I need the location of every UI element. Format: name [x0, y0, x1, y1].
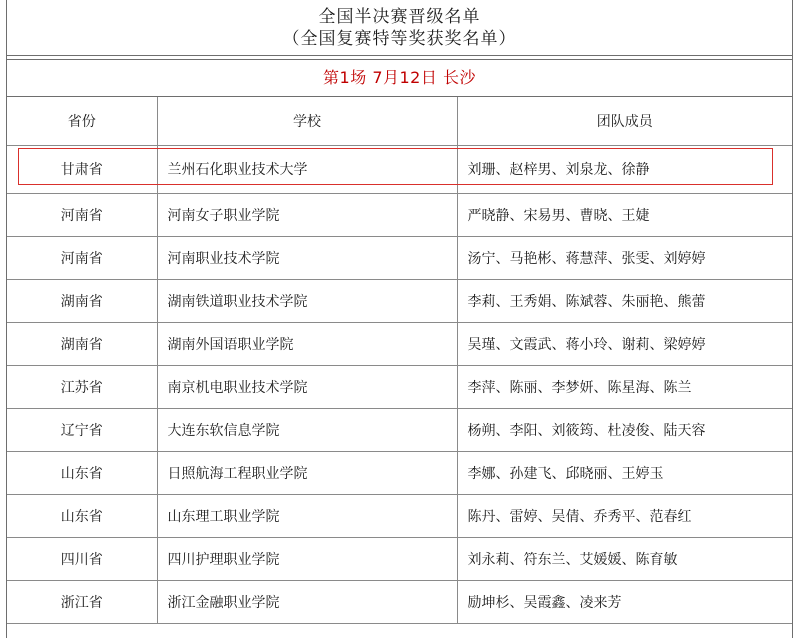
- table-header-row: [7, 97, 792, 145]
- cell-school: 河南职业技术学院: [157, 236, 457, 279]
- cell-school: 浙江金融职业学院: [157, 580, 457, 623]
- document-title: 全国半决赛晋级名单: [318, 7, 481, 27]
- cell-members: 李莉、王秀娟、陈斌蓉、朱丽艳、熊蕾: [457, 279, 792, 322]
- table-row: [7, 193, 792, 236]
- cell-school: 河南女子职业学院: [157, 193, 457, 236]
- cell-members: 陈丹、雷婷、吴倩、乔秀平、范春红: [457, 494, 792, 537]
- table-row: [7, 451, 792, 494]
- cell-school: 日照航海工程职业学院: [157, 451, 457, 494]
- cell-members: 吴瑾、文霞武、蒋小玲、谢莉、梁婷婷: [457, 322, 792, 365]
- header-school: 学校: [157, 97, 457, 145]
- header-members: 团队成员: [457, 97, 792, 145]
- document-sheet: [6, 0, 793, 638]
- table-row: [7, 145, 792, 193]
- document-subtitle: （全国复赛特等奖获奖名单）: [282, 29, 517, 49]
- title-block: [7, 0, 792, 56]
- table-row: [7, 279, 792, 322]
- cell-province: 湖南省: [7, 279, 157, 322]
- cell-province: 浙江省: [7, 580, 157, 623]
- table-row: [7, 322, 792, 365]
- cell-school: 湖南外国语职业学院: [157, 322, 457, 365]
- cell-province: 甘肃省: [7, 145, 157, 193]
- table-row: [7, 537, 792, 580]
- cell-province: 四川省: [7, 537, 157, 580]
- table-row: [7, 236, 792, 279]
- cell-province: 河南省: [7, 236, 157, 279]
- table-row: [7, 365, 792, 408]
- cell-members: 杨朔、李阳、刘筱筠、杜凌俊、陆天容: [457, 408, 792, 451]
- cell-school: 山东理工职业学院: [157, 494, 457, 537]
- cell-school: 湖南铁道职业技术学院: [157, 279, 457, 322]
- cell-members: 刘永莉、符东兰、艾媛媛、陈育敏: [457, 537, 792, 580]
- table-row: [7, 408, 792, 451]
- table-row: [7, 580, 792, 623]
- cell-province: 山东省: [7, 494, 157, 537]
- cell-province: 河南省: [7, 193, 157, 236]
- cell-members: 刘珊、赵梓男、刘泉龙、徐静: [457, 145, 792, 193]
- cell-members: 励坤杉、吴霞鑫、凌来芳: [457, 580, 792, 623]
- header-province: 省份: [7, 97, 157, 145]
- cell-province: 辽宁省: [7, 408, 157, 451]
- cell-province: 湖南省: [7, 322, 157, 365]
- cell-members: 李萍、陈丽、李梦妍、陈星海、陈兰: [457, 365, 792, 408]
- cell-province: 江苏省: [7, 365, 157, 408]
- cell-school: 南京机电职业技术学院: [157, 365, 457, 408]
- roster-table: [7, 97, 792, 624]
- cell-school: 大连东软信息学院: [157, 408, 457, 451]
- table-row: [7, 494, 792, 537]
- cell-members: 严晓静、宋易男、曹晓、王婕: [457, 193, 792, 236]
- cell-province: 山东省: [7, 451, 157, 494]
- cell-members: 汤宁、马艳彬、蒋慧萍、张雯、刘婷婷: [457, 236, 792, 279]
- cell-school: 四川护理职业学院: [157, 537, 457, 580]
- cell-school: 兰州石化职业技术大学: [157, 145, 457, 193]
- session-heading: 第1场 7月12日 长沙: [7, 60, 792, 97]
- cell-members: 李娜、孙建飞、邱晓丽、王婷玉: [457, 451, 792, 494]
